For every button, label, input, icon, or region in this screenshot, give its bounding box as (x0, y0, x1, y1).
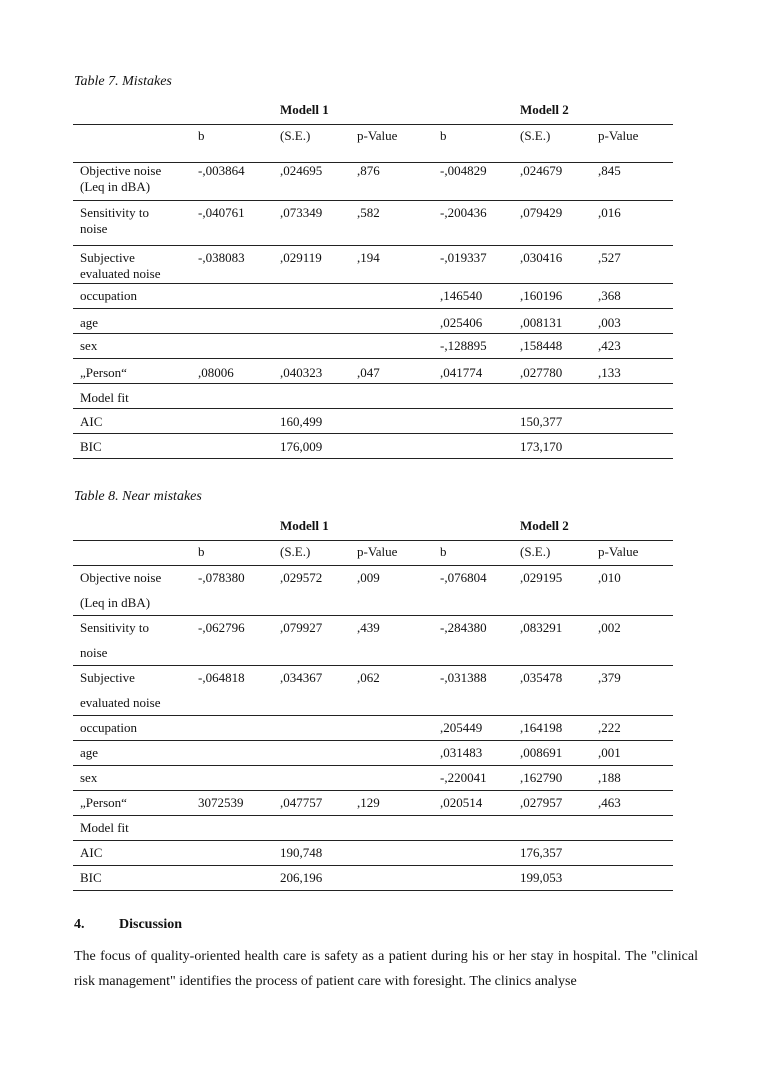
table-row (73, 433, 673, 458)
table-row (73, 283, 673, 308)
row-label (73, 715, 191, 740)
row-label (73, 408, 191, 433)
column-header: p-Value (591, 124, 673, 162)
table-cell (273, 383, 350, 408)
column-header: (S.E.) (273, 540, 350, 565)
table-cell: -,220041 (433, 765, 513, 790)
table-cell: ,003 (591, 308, 673, 333)
table-cell: ,029119 (273, 245, 350, 283)
row-label (73, 865, 191, 890)
table-cell (191, 383, 273, 408)
row-label-line: Sensitivity to (80, 619, 149, 635)
table-cell: -,076804 (433, 565, 513, 615)
row-label-line: Subjective (80, 669, 135, 685)
row-label (73, 740, 191, 765)
header-empty-cell (350, 514, 433, 540)
table-cell (350, 308, 433, 333)
table-cell (273, 715, 350, 740)
table-cell (513, 383, 591, 408)
table-cell: ,08006 (191, 358, 273, 383)
row-label-line: AIC (80, 844, 103, 860)
table-cell: ,194 (350, 245, 433, 283)
table-cell: -,040761 (191, 200, 273, 245)
table-cell (273, 283, 350, 308)
table-cell: -,078380 (191, 565, 273, 615)
table-cell: ,009 (350, 565, 433, 615)
row-label-line: sex (80, 769, 98, 785)
table-row (73, 840, 673, 865)
column-header: b (191, 124, 273, 162)
table-cell: ,160196 (513, 283, 591, 308)
table-cell (433, 433, 513, 458)
table-cell (273, 308, 350, 333)
table-cell: 150,377 (513, 408, 591, 433)
table-8-caption: Table 8. Near mistakes (74, 489, 202, 504)
table-cell: ,029572 (273, 565, 350, 615)
table-cell: ,047757 (273, 790, 350, 815)
model-1-header: Modell 1 (280, 517, 329, 533)
model-1-header: Modell 1 (280, 101, 329, 117)
table-row (73, 565, 673, 615)
table-cell: ,222 (591, 715, 673, 740)
row-label-line: sex (80, 337, 98, 353)
row-label-line: BIC (80, 438, 102, 454)
row-label (73, 358, 191, 383)
table-cell: -,062796 (191, 615, 273, 665)
table-group-header (73, 98, 673, 124)
discussion-paragraph: The focus of quality-oriented health care is safety as a patient during his or her stay in hospital. The "clinical risk management" identifies the process of patient care with foresight. The clinics analyse (74, 949, 698, 989)
header-empty-cell (73, 514, 191, 540)
table-cell (433, 383, 513, 408)
table-cell (191, 408, 273, 433)
row-label-line: noise (80, 644, 108, 660)
table-cell (191, 865, 273, 890)
section-title: Discussion (119, 917, 183, 932)
table-cell: 199,053 (513, 865, 591, 890)
table-column-header (73, 124, 673, 162)
row-label-line: age (80, 314, 99, 330)
header-empty-cell (73, 124, 191, 162)
column-header: b (433, 540, 513, 565)
header-empty-cell (73, 540, 191, 565)
table-cell (350, 408, 433, 433)
table-cell: ,031483 (433, 740, 513, 765)
table-row (73, 740, 673, 765)
table-cell (350, 433, 433, 458)
table-cell: -,038083 (191, 245, 273, 283)
table-cell: 190,748 (273, 840, 350, 865)
table-cell: -,284380 (433, 615, 513, 665)
table-7-caption: Table 7. Mistakes (74, 74, 172, 89)
table-cell: ,024679 (513, 162, 591, 200)
row-label-line: (Leq in dBA) (80, 594, 151, 610)
table-cell: ,027780 (513, 358, 591, 383)
table-cell: ,062 (350, 665, 433, 715)
table-cell: ,129 (350, 790, 433, 815)
table-cell: ,041774 (433, 358, 513, 383)
table-cell: ,133 (591, 358, 673, 383)
table-row (73, 408, 673, 433)
table-cell: -,128895 (433, 333, 513, 358)
table-cell (591, 840, 673, 865)
table-row (73, 865, 673, 890)
table-cell (191, 283, 273, 308)
table-cell (191, 333, 273, 358)
table-cell: ,035478 (513, 665, 591, 715)
table-cell: ,029195 (513, 565, 591, 615)
table-row (73, 715, 673, 740)
table-cell: ,040323 (273, 358, 350, 383)
table-cell (191, 715, 273, 740)
table-cell: ,010 (591, 565, 673, 615)
row-label-line: occupation (80, 719, 138, 735)
table-row (73, 815, 673, 840)
table-cell: ,030416 (513, 245, 591, 283)
table-group-header (73, 514, 673, 540)
table-cell (273, 815, 350, 840)
table-cell: ,034367 (273, 665, 350, 715)
table-cell: ,379 (591, 665, 673, 715)
table-cell: ,463 (591, 790, 673, 815)
row-label (73, 615, 191, 665)
table-cell: -,031388 (433, 665, 513, 715)
table-row (73, 358, 673, 383)
row-label (73, 333, 191, 358)
table-cell (191, 765, 273, 790)
table-cell (591, 383, 673, 408)
table-cell: 173,170 (513, 433, 591, 458)
table-cell: ,158448 (513, 333, 591, 358)
table-cell (350, 715, 433, 740)
table-cell: ,025406 (433, 308, 513, 333)
row-label-line: noise (80, 220, 108, 236)
table-cell: ,073349 (273, 200, 350, 245)
table-cell: ,368 (591, 283, 673, 308)
table-cell: 176,357 (513, 840, 591, 865)
table-cell: -,200436 (433, 200, 513, 245)
table-cell (350, 333, 433, 358)
table-cell: ,008131 (513, 308, 591, 333)
table-cell (191, 433, 273, 458)
table-cell (191, 740, 273, 765)
table-cell: ,164198 (513, 715, 591, 740)
table-cell: ,001 (591, 740, 673, 765)
header-empty-cell (191, 98, 273, 124)
table-cell: -,064818 (191, 665, 273, 715)
row-label-line: Objective noise (80, 569, 162, 585)
row-label-line: AIC (80, 413, 103, 429)
table-cell (513, 815, 591, 840)
table-row (73, 162, 673, 200)
table-8-near-mistakes (73, 514, 673, 891)
table-cell (273, 765, 350, 790)
table-row (73, 765, 673, 790)
table-cell (591, 815, 673, 840)
row-label (73, 433, 191, 458)
row-label-line: (Leq in dBA) (80, 178, 151, 194)
table-cell: ,205449 (433, 715, 513, 740)
table-cell (350, 815, 433, 840)
table-cell: ,188 (591, 765, 673, 790)
row-label-line: Model fit (80, 389, 129, 405)
table-column-header (73, 540, 673, 565)
table-cell: 176,009 (273, 433, 350, 458)
table-cell: ,024695 (273, 162, 350, 200)
table-cell (350, 840, 433, 865)
header-empty-cell (73, 98, 191, 124)
table-cell (433, 815, 513, 840)
row-label-line: occupation (80, 287, 138, 303)
row-label (73, 840, 191, 865)
table-row (73, 333, 673, 358)
table-cell: ,876 (350, 162, 433, 200)
column-header: b (191, 540, 273, 565)
row-label (73, 383, 191, 408)
table-cell: -,004829 (433, 162, 513, 200)
row-label-line: Model fit (80, 819, 129, 835)
column-header: p-Value (350, 124, 433, 162)
table-cell: ,047 (350, 358, 433, 383)
table-cell (191, 308, 273, 333)
row-label-line: evaluated noise (80, 694, 161, 710)
table-cell: ,439 (350, 615, 433, 665)
model-2-header: Modell 2 (520, 101, 569, 117)
table-cell: ,527 (591, 245, 673, 283)
header-empty-cell (191, 514, 273, 540)
row-label (73, 815, 191, 840)
row-label-line: BIC (80, 869, 102, 885)
table-cell (350, 740, 433, 765)
table-cell (273, 740, 350, 765)
table-row (73, 308, 673, 333)
table-cell (191, 815, 273, 840)
row-label-line: Subjective (80, 249, 135, 265)
table-row (73, 383, 673, 408)
row-label (73, 162, 191, 200)
row-label-line: Sensitivity to (80, 204, 149, 220)
table-cell (350, 865, 433, 890)
row-label (73, 200, 191, 245)
table-cell: ,020514 (433, 790, 513, 815)
table-cell: ,845 (591, 162, 673, 200)
table-cell: ,162790 (513, 765, 591, 790)
table-cell: ,146540 (433, 283, 513, 308)
table-row (73, 665, 673, 715)
table-cell (350, 283, 433, 308)
row-label-line: age (80, 744, 99, 760)
column-header: p-Value (591, 540, 673, 565)
table-cell: ,002 (591, 615, 673, 665)
section-number: 4. (74, 917, 85, 932)
row-label-line: „Person“ (80, 364, 127, 380)
table-row (73, 200, 673, 245)
table-cell: -,003864 (191, 162, 273, 200)
table-row (73, 790, 673, 815)
model-2-header: Modell 2 (520, 517, 569, 533)
table-cell: ,027957 (513, 790, 591, 815)
row-label (73, 665, 191, 715)
table-cell: -,019337 (433, 245, 513, 283)
section-heading-discussion (74, 917, 182, 933)
header-empty-cell (433, 514, 513, 540)
table-cell (350, 765, 433, 790)
table-cell: 160,499 (273, 408, 350, 433)
table-cell (433, 865, 513, 890)
table-cell (273, 333, 350, 358)
column-header: (S.E.) (513, 124, 591, 162)
column-header: (S.E.) (513, 540, 591, 565)
row-label (73, 565, 191, 615)
header-empty-cell (433, 98, 513, 124)
table-cell (433, 408, 513, 433)
table-row (73, 615, 673, 665)
table-cell (350, 383, 433, 408)
column-header: p-Value (350, 540, 433, 565)
table-cell (591, 865, 673, 890)
header-empty-cell (350, 98, 433, 124)
table-cell (191, 840, 273, 865)
table-row (73, 245, 673, 283)
table-7-mistakes (73, 98, 673, 459)
table-cell (591, 433, 673, 458)
table-cell: ,079927 (273, 615, 350, 665)
table-cell: ,008691 (513, 740, 591, 765)
table-cell (591, 408, 673, 433)
table-cell: ,083291 (513, 615, 591, 665)
row-label-line: Objective noise (80, 162, 162, 178)
table-cell: 3072539 (191, 790, 273, 815)
row-label (73, 245, 191, 283)
row-label (73, 283, 191, 308)
column-header: b (433, 124, 513, 162)
table-cell: ,016 (591, 200, 673, 245)
table-cell: ,079429 (513, 200, 591, 245)
table-cell (433, 840, 513, 865)
table-cell: ,423 (591, 333, 673, 358)
header-empty-cell (591, 98, 673, 124)
row-label-line: evaluated noise (80, 265, 161, 281)
table-cell: 206,196 (273, 865, 350, 890)
header-empty-cell (591, 514, 673, 540)
row-label (73, 308, 191, 333)
table-cell: ,582 (350, 200, 433, 245)
row-label (73, 765, 191, 790)
row-label-line: „Person“ (80, 794, 127, 810)
row-label (73, 790, 191, 815)
column-header: (S.E.) (273, 124, 350, 162)
